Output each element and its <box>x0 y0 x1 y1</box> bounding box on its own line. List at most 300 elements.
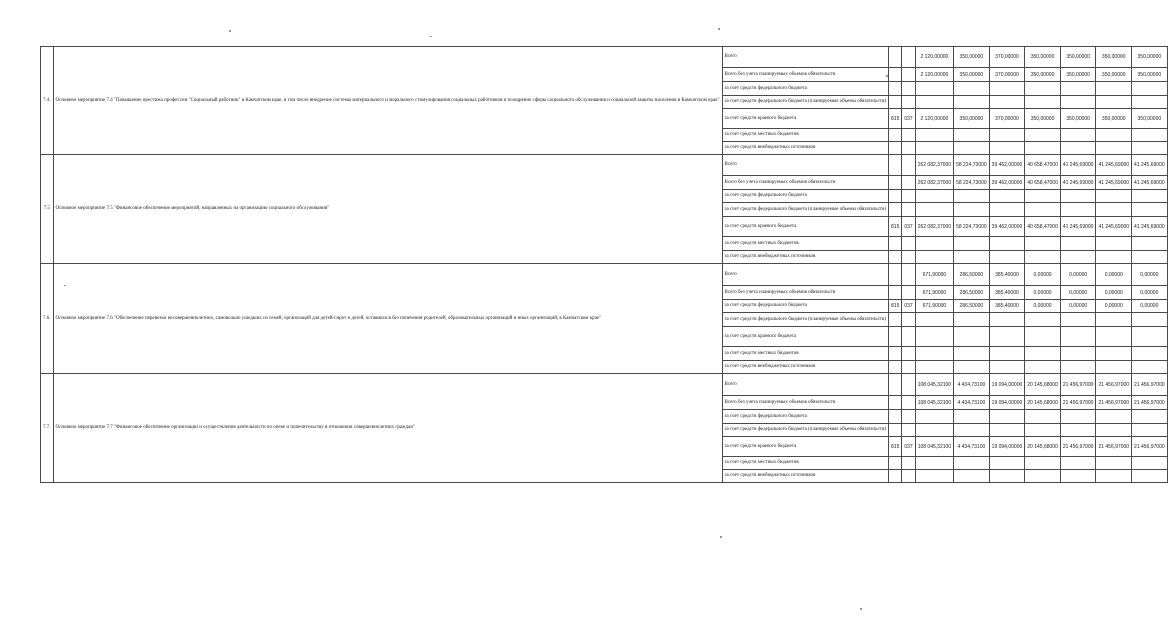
total-amount-cell <box>915 313 953 327</box>
measure-name: Основное мероприятие 7.6 "Обеспечение перевозки несовершеннолетних, самовольно ушедших из семей, организаций для детей-сирот и детей, оставшихся без попечения родителей, образовательных организаций и иных организаций, в Камчатском крае" <box>53 264 722 374</box>
year-amount-cell <box>1025 82 1061 96</box>
program-code-cell <box>902 313 915 327</box>
budget-table-body <box>41 47 1168 483</box>
year-amount-cell <box>1096 313 1132 327</box>
program-code-cell <box>902 264 915 286</box>
year-amount-cell <box>989 82 1025 96</box>
year-amount-cell <box>1132 142 1168 155</box>
program-code-cell <box>902 251 915 264</box>
year-amount-cell: 19 094,00000 <box>989 396 1025 410</box>
year-amount-cell: 286,50000 <box>954 300 990 313</box>
funding-source: за счет средств федерального бюджета <box>722 410 888 424</box>
year-amount-cell: 350,00000 <box>1025 47 1061 68</box>
year-amount-cell <box>1096 457 1132 470</box>
year-amount-cell <box>954 82 990 96</box>
year-amount-cell: 21 456,97000 <box>1060 396 1096 410</box>
year-amount-cell: 41 245,69000 <box>1060 155 1096 176</box>
total-amount-cell: 262 082,37000 <box>915 155 953 176</box>
year-amount-cell <box>1060 410 1096 424</box>
program-code-cell <box>902 374 915 396</box>
year-amount-cell: 41 245,69000 <box>1096 155 1132 176</box>
program-code-cell: 037 <box>902 217 915 237</box>
year-amount-cell <box>1060 190 1096 203</box>
measure-index: 7.5 <box>41 155 54 264</box>
total-amount-cell <box>915 361 953 374</box>
year-amount-cell <box>989 347 1025 361</box>
year-amount-cell <box>954 470 990 483</box>
year-amount-cell: 0,00000 <box>1060 286 1096 300</box>
year-amount-cell: 0,00000 <box>1096 300 1132 313</box>
budget-code-cell <box>889 410 902 424</box>
year-amount-cell <box>1060 327 1096 347</box>
program-code-cell: 037 <box>902 109 915 129</box>
total-amount-cell: 108 045,32100 <box>915 437 953 457</box>
program-code-cell <box>902 347 915 361</box>
year-amount-cell <box>954 424 990 437</box>
year-amount-cell <box>1025 347 1061 361</box>
funding-source: Всего без учета планируемых объемов обязательств <box>722 176 888 190</box>
funding-source: за счет средств краевого бюджета <box>722 327 888 347</box>
year-amount-cell <box>1025 410 1061 424</box>
funding-source: за счет средств федерального бюджета <box>722 300 888 313</box>
year-amount-cell: 0,00000 <box>1060 264 1096 286</box>
year-amount-cell <box>954 190 990 203</box>
scan-speck <box>886 75 888 77</box>
budget-code-cell <box>889 176 902 190</box>
measure-index: 7.7. <box>41 374 54 483</box>
year-amount-cell <box>1025 313 1061 327</box>
funding-source: за счет средств федерального бюджета (планируемые объемы обязательств) <box>722 313 888 327</box>
year-amount-cell: 385,40000 <box>989 300 1025 313</box>
year-amount-cell <box>1096 129 1132 142</box>
year-amount-cell <box>1060 96 1096 109</box>
total-amount-cell <box>915 82 953 96</box>
year-amount-cell <box>989 327 1025 347</box>
year-amount-cell <box>954 203 990 217</box>
budget-code-cell <box>889 251 902 264</box>
year-amount-cell: 41 245,69000 <box>1096 217 1132 237</box>
program-code-cell <box>902 190 915 203</box>
year-amount-cell <box>1025 190 1061 203</box>
scan-speck <box>430 36 432 37</box>
total-amount-cell: 262 082,37000 <box>915 217 953 237</box>
funding-source: за счет средств внебюджетных источников <box>722 251 888 264</box>
funding-source: Всего <box>722 374 888 396</box>
year-amount-cell <box>1060 470 1096 483</box>
budget-code-cell <box>889 396 902 410</box>
total-amount-cell <box>915 237 953 251</box>
table-row <box>41 374 1168 396</box>
year-amount-cell <box>1096 327 1132 347</box>
year-amount-cell: 385,40000 <box>989 264 1025 286</box>
total-amount-cell: 262 082,37000 <box>915 176 953 190</box>
year-amount-cell <box>1060 313 1096 327</box>
year-amount-cell: 350,00000 <box>1096 109 1132 129</box>
budget-code-cell <box>889 374 902 396</box>
year-amount-cell <box>1096 347 1132 361</box>
year-amount-cell: 21 456,97000 <box>1132 437 1168 457</box>
year-amount-cell: 58 224,73000 <box>954 155 990 176</box>
year-amount-cell: 39 462,00000 <box>989 176 1025 190</box>
budget-code-cell: 815 <box>889 109 902 129</box>
program-code-cell <box>902 237 915 251</box>
year-amount-cell: 20 145,68000 <box>1025 374 1061 396</box>
year-amount-cell: 0,00000 <box>1096 286 1132 300</box>
program-code-cell <box>902 47 915 68</box>
measure-name: Основное мероприятие 7.5 "Финансовое обеспечение мероприятий, направленных на организацию социального обслуживания" <box>53 155 722 264</box>
year-amount-cell <box>989 251 1025 264</box>
program-code-cell <box>902 361 915 374</box>
year-amount-cell: 350,00000 <box>1060 109 1096 129</box>
year-amount-cell: 370,00000 <box>989 47 1025 68</box>
year-amount-cell <box>1060 361 1096 374</box>
year-amount-cell <box>1025 129 1061 142</box>
funding-source: за счет средств местных бюджетов <box>722 237 888 251</box>
funding-source: Всего <box>722 155 888 176</box>
budget-code-cell <box>889 457 902 470</box>
year-amount-cell <box>989 190 1025 203</box>
budget-code-cell: 815 <box>889 300 902 313</box>
funding-source: Всего <box>722 264 888 286</box>
program-code-cell <box>902 96 915 109</box>
year-amount-cell <box>1096 96 1132 109</box>
total-amount-cell: 671,90000 <box>915 300 953 313</box>
year-amount-cell: 41 245,69000 <box>1132 155 1168 176</box>
year-amount-cell <box>1025 251 1061 264</box>
year-amount-cell <box>989 410 1025 424</box>
funding-source: за счет средств федерального бюджета <box>722 82 888 96</box>
year-amount-cell <box>1132 424 1168 437</box>
funding-source: за счет средств внебюджетных источников <box>722 142 888 155</box>
scan-speck <box>229 30 231 32</box>
year-amount-cell <box>1060 457 1096 470</box>
budget-code-cell <box>889 264 902 286</box>
year-amount-cell <box>1025 457 1061 470</box>
year-amount-cell <box>989 457 1025 470</box>
year-amount-cell <box>1025 361 1061 374</box>
funding-source: Всего без учета планируемых объемов обязательств <box>722 396 888 410</box>
funding-source: за счет средств краевого бюджета <box>722 217 888 237</box>
funding-source: за счет средств внебюджетных источников <box>722 470 888 483</box>
budget-code-cell <box>889 47 902 68</box>
year-amount-cell <box>1132 82 1168 96</box>
funding-source: за счет средств федерального бюджета (планируемые объемы обязательств) <box>722 96 888 109</box>
table-row <box>41 264 1168 286</box>
year-amount-cell: 21 456,97000 <box>1096 374 1132 396</box>
year-amount-cell <box>954 457 990 470</box>
year-amount-cell: 350,00000 <box>954 47 990 68</box>
scan-speck <box>860 608 862 610</box>
total-amount-cell <box>915 424 953 437</box>
funding-source: Всего без учета планируемых объемов обязательств <box>722 286 888 300</box>
year-amount-cell: 39 462,00000 <box>989 155 1025 176</box>
program-code-cell <box>902 327 915 347</box>
year-amount-cell <box>1132 347 1168 361</box>
year-amount-cell: 350,00000 <box>1025 109 1061 129</box>
year-amount-cell <box>954 313 990 327</box>
year-amount-cell <box>1132 470 1168 483</box>
year-amount-cell <box>1132 457 1168 470</box>
budget-code-cell <box>889 68 902 82</box>
year-amount-cell <box>954 347 990 361</box>
year-amount-cell <box>1060 142 1096 155</box>
year-amount-cell <box>954 327 990 347</box>
program-code-cell <box>902 203 915 217</box>
funding-source: Всего без учета планируемых объемов обязательств <box>722 68 888 82</box>
year-amount-cell: 286,50000 <box>954 286 990 300</box>
year-amount-cell: 41 245,69000 <box>1132 217 1168 237</box>
year-amount-cell <box>1060 424 1096 437</box>
year-amount-cell <box>1025 142 1061 155</box>
year-amount-cell <box>1132 327 1168 347</box>
year-amount-cell <box>1060 347 1096 361</box>
funding-source: за счет средств краевого бюджета <box>722 109 888 129</box>
budget-code-cell <box>889 327 902 347</box>
table-row <box>41 155 1168 176</box>
year-amount-cell <box>989 142 1025 155</box>
budget-code-cell <box>889 470 902 483</box>
program-code-cell <box>902 457 915 470</box>
year-amount-cell <box>954 129 990 142</box>
year-amount-cell <box>1132 129 1168 142</box>
year-amount-cell: 286,50000 <box>954 264 990 286</box>
total-amount-cell <box>915 203 953 217</box>
budget-code-cell <box>889 313 902 327</box>
year-amount-cell <box>989 470 1025 483</box>
year-amount-cell <box>954 237 990 251</box>
total-amount-cell: 671,90000 <box>915 286 953 300</box>
budget-code-cell <box>889 129 902 142</box>
year-amount-cell: 370,00000 <box>989 109 1025 129</box>
program-code-cell <box>902 470 915 483</box>
year-amount-cell: 350,00000 <box>1132 47 1168 68</box>
year-amount-cell <box>954 410 990 424</box>
year-amount-cell <box>1132 203 1168 217</box>
total-amount-cell: 2 120,00000 <box>915 47 953 68</box>
program-code-cell: 037 <box>902 437 915 457</box>
year-amount-cell <box>1132 313 1168 327</box>
measure-name: Основное мероприятие 7.7 "Финансовое обеспечение организации и осуществления деятельности по опеке и попечительству в отношении совершеннолетних граждан" <box>53 374 722 483</box>
year-amount-cell: 4 434,73100 <box>954 374 990 396</box>
budget-code-cell <box>889 203 902 217</box>
budget-code-cell <box>889 286 902 300</box>
year-amount-cell <box>1025 470 1061 483</box>
total-amount-cell: 2 120,00000 <box>915 68 953 82</box>
year-amount-cell <box>1132 190 1168 203</box>
year-amount-cell: 350,00000 <box>1132 68 1168 82</box>
table-row <box>41 47 1168 68</box>
program-code-cell <box>902 68 915 82</box>
measure-index: 7.6. <box>41 264 54 374</box>
budget-code-cell <box>889 424 902 437</box>
year-amount-cell: 21 456,97000 <box>1132 396 1168 410</box>
year-amount-cell: 41 245,69000 <box>1132 176 1168 190</box>
total-amount-cell <box>915 457 953 470</box>
year-amount-cell: 21 456,97000 <box>1096 437 1132 457</box>
budget-code-cell <box>889 190 902 203</box>
total-amount-cell: 108 045,32100 <box>915 396 953 410</box>
year-amount-cell <box>1060 237 1096 251</box>
year-amount-cell <box>1096 190 1132 203</box>
year-amount-cell: 0,00000 <box>1025 300 1061 313</box>
year-amount-cell <box>1096 82 1132 96</box>
budget-code-cell <box>889 96 902 109</box>
program-code-cell <box>902 410 915 424</box>
program-code-cell <box>902 424 915 437</box>
year-amount-cell: 39 462,00000 <box>989 217 1025 237</box>
year-amount-cell: 0,00000 <box>1025 286 1061 300</box>
year-amount-cell <box>1025 424 1061 437</box>
year-amount-cell: 350,00000 <box>1096 68 1132 82</box>
total-amount-cell <box>915 142 953 155</box>
year-amount-cell: 350,00000 <box>1132 109 1168 129</box>
year-amount-cell <box>989 203 1025 217</box>
year-amount-cell: 41 245,69000 <box>1060 176 1096 190</box>
year-amount-cell: 58 224,73000 <box>954 176 990 190</box>
year-amount-cell: 0,00000 <box>1060 300 1096 313</box>
year-amount-cell: 0,00000 <box>1132 264 1168 286</box>
budget-code-cell <box>889 237 902 251</box>
year-amount-cell: 41 245,69000 <box>1060 217 1096 237</box>
total-amount-cell: 108 045,32100 <box>915 374 953 396</box>
year-amount-cell: 385,40000 <box>989 286 1025 300</box>
budget-code-cell: 815 <box>889 217 902 237</box>
program-code-cell <box>902 155 915 176</box>
year-amount-cell <box>954 96 990 109</box>
year-amount-cell: 350,00000 <box>954 68 990 82</box>
total-amount-cell <box>915 251 953 264</box>
program-code-cell <box>902 129 915 142</box>
year-amount-cell <box>1025 327 1061 347</box>
year-amount-cell <box>989 424 1025 437</box>
total-amount-cell: 671,90000 <box>915 264 953 286</box>
year-amount-cell <box>1096 410 1132 424</box>
total-amount-cell <box>915 327 953 347</box>
program-code-cell <box>902 176 915 190</box>
year-amount-cell <box>1132 96 1168 109</box>
year-amount-cell <box>1096 203 1132 217</box>
year-amount-cell <box>1025 237 1061 251</box>
year-amount-cell <box>989 237 1025 251</box>
budget-code-cell <box>889 142 902 155</box>
year-amount-cell: 21 456,97000 <box>1060 374 1096 396</box>
year-amount-cell <box>954 251 990 264</box>
year-amount-cell: 350,00000 <box>1096 47 1132 68</box>
year-amount-cell <box>989 361 1025 374</box>
year-amount-cell: 40 658,47000 <box>1025 176 1061 190</box>
year-amount-cell <box>989 96 1025 109</box>
funding-source: за счет средств местных бюджетов <box>722 457 888 470</box>
year-amount-cell: 40 658,47000 <box>1025 155 1061 176</box>
year-amount-cell <box>1060 251 1096 264</box>
funding-source: за счет средств внебюджетных источников <box>722 361 888 374</box>
total-amount-cell <box>915 470 953 483</box>
funding-source: за счет средств федерального бюджета (планируемые объемы обязательств) <box>722 203 888 217</box>
year-amount-cell: 4 434,73100 <box>954 396 990 410</box>
total-amount-cell <box>915 129 953 142</box>
year-amount-cell <box>1132 251 1168 264</box>
year-amount-cell <box>1025 203 1061 217</box>
year-amount-cell <box>1096 470 1132 483</box>
year-amount-cell <box>954 361 990 374</box>
total-amount-cell: 2 120,00000 <box>915 109 953 129</box>
measure-name: Основное мероприятие 7.4 "Повышение престижа профессии "Социальный работник" в Камчатском крае, в том числе внедрение системы материального и морального стимулирования социальных работников и поощрение сферы социального обслуживания и социальной защиты населения в Камчатском крае" <box>53 47 722 155</box>
year-amount-cell: 21 456,97000 <box>1096 396 1132 410</box>
year-amount-cell: 41 245,69000 <box>1096 176 1132 190</box>
year-amount-cell: 19 094,00000 <box>989 437 1025 457</box>
year-amount-cell: 350,00000 <box>1060 68 1096 82</box>
year-amount-cell: 0,00000 <box>1132 286 1168 300</box>
program-code-cell <box>902 286 915 300</box>
scan-speck <box>720 536 722 538</box>
year-amount-cell <box>1060 82 1096 96</box>
total-amount-cell <box>915 410 953 424</box>
year-amount-cell: 0,00000 <box>1132 300 1168 313</box>
year-amount-cell <box>954 142 990 155</box>
year-amount-cell: 20 145,68000 <box>1025 396 1061 410</box>
budget-code-cell <box>889 347 902 361</box>
year-amount-cell <box>1060 203 1096 217</box>
year-amount-cell <box>1132 237 1168 251</box>
year-amount-cell: 0,00000 <box>1096 264 1132 286</box>
year-amount-cell: 21 456,97000 <box>1060 437 1096 457</box>
year-amount-cell <box>1096 251 1132 264</box>
year-amount-cell: 370,00000 <box>989 68 1025 82</box>
year-amount-cell <box>1060 129 1096 142</box>
year-amount-cell <box>1096 237 1132 251</box>
program-code-cell <box>902 396 915 410</box>
year-amount-cell: 4 434,73100 <box>954 437 990 457</box>
program-code-cell <box>902 142 915 155</box>
budget-code-cell <box>889 155 902 176</box>
year-amount-cell: 20 145,68000 <box>1025 437 1061 457</box>
total-amount-cell <box>915 96 953 109</box>
funding-source: за счет средств федерального бюджета (планируемые объемы обязательств) <box>722 424 888 437</box>
budget-code-cell: 815 <box>889 437 902 457</box>
year-amount-cell <box>989 313 1025 327</box>
year-amount-cell: 40 658,47000 <box>1025 217 1061 237</box>
year-amount-cell <box>1096 424 1132 437</box>
year-amount-cell: 21 456,97000 <box>1132 374 1168 396</box>
funding-source: за счет средств федерального бюджета <box>722 190 888 203</box>
program-code-cell: 037 <box>902 300 915 313</box>
funding-source: за счет средств местных бюджетов <box>722 347 888 361</box>
funding-source: Всего <box>722 47 888 68</box>
budget-table <box>40 46 1168 483</box>
scan-speck <box>718 28 720 30</box>
year-amount-cell <box>1132 361 1168 374</box>
total-amount-cell <box>915 347 953 361</box>
year-amount-cell: 350,00000 <box>1025 68 1061 82</box>
budget-code-cell <box>889 361 902 374</box>
year-amount-cell: 350,00000 <box>1060 47 1096 68</box>
year-amount-cell: 19 094,00000 <box>989 374 1025 396</box>
year-amount-cell <box>1132 410 1168 424</box>
scan-speck <box>64 285 66 286</box>
program-code-cell <box>902 82 915 96</box>
year-amount-cell: 58 224,73000 <box>954 217 990 237</box>
year-amount-cell <box>989 129 1025 142</box>
year-amount-cell <box>1096 361 1132 374</box>
year-amount-cell: 350,00000 <box>954 109 990 129</box>
year-amount-cell <box>1025 96 1061 109</box>
year-amount-cell <box>1096 142 1132 155</box>
funding-source: за счет средств краевого бюджета <box>722 437 888 457</box>
budget-code-cell <box>889 82 902 96</box>
funding-source: за счет средств местных бюджетов <box>722 129 888 142</box>
year-amount-cell: 0,00000 <box>1025 264 1061 286</box>
total-amount-cell <box>915 190 953 203</box>
